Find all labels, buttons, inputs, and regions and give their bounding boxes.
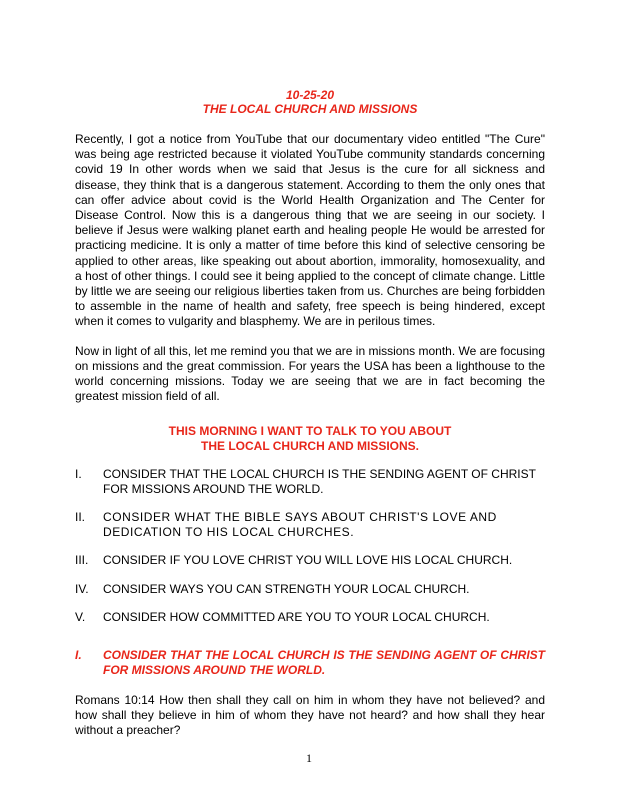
outline-item-number: V. (75, 610, 86, 625)
scripture-verse: Romans 10:14 How then shall they call on him in whom they have not believed? and how shall they believe in him of whom they have not heard? and how shall they hear without a preacher? (75, 692, 545, 738)
outline-item (75, 553, 545, 568)
outline-item (75, 610, 545, 625)
outline-item (75, 467, 545, 496)
document-page (75, 88, 545, 739)
section-title: CONSIDER THAT THE LOCAL CHURCH IS THE SENDING AGENT OF CHRIST FOR MISSIONS AROUND THE WORLD. (103, 647, 545, 677)
page-number: 1 (306, 751, 312, 765)
outline-heading (75, 424, 545, 453)
outline-heading-line1: THIS MORNING I WANT TO TALK TO YOU ABOUT (168, 424, 452, 439)
outline-item-number: I. (75, 467, 82, 482)
section-number: I. (75, 647, 82, 662)
sermon-title: THE LOCAL CHURCH AND MISSIONS (202, 102, 418, 116)
missions-paragraph: Now in light of all this, let me remind you that we are in missions month. We are focusing on missions and the great commission. For years the USA has been a lighthouse to the world concerning missions. Today we are seeing that we are in fact becoming the greatest mission field of all. (75, 343, 545, 404)
outline-item-text: CONSIDER THAT THE LOCAL CHURCH IS THE SENDING AGENT OF CHRIST FOR MISSIONS AROUND THE WORLD. (103, 467, 536, 496)
sermon-date: 10-25-20 (285, 88, 335, 102)
outline-item-number: III. (75, 553, 89, 568)
outline-item-text: CONSIDER WAYS YOU CAN STRENGTH YOUR LOCAL CHURCH. (103, 581, 470, 596)
outline-item-number: II. (75, 510, 86, 525)
outline-item-number: IV. (75, 581, 89, 596)
outline-item-text: CONSIDER IF YOU LOVE CHRIST YOU WILL LOVE HIS LOCAL CHURCH. (103, 553, 513, 568)
outline-item (75, 582, 545, 597)
section-heading (75, 648, 545, 678)
outline-list (75, 467, 545, 625)
outline-item (75, 510, 545, 539)
outline-item-text: CONSIDER HOW COMMITTED ARE YOU TO YOUR LOCAL CHURCH. (103, 610, 490, 625)
outline-item-text: CONSIDER WHAT THE BIBLE SAYS ABOUT CHRIST'S LOVE AND DEDICATION TO HIS LOCAL CHURCHES. (103, 510, 497, 539)
outline-heading-line2: THE LOCAL CHURCH AND MISSIONS. (200, 438, 419, 453)
intro-paragraph: Recently, I got a notice from YouTube that our documentary video entitled "The Cure" was being age restricted because it violated YouTube community standards concerning covid 19 In other words when we said that Jesus is the cure for all sickness and disease, they think that is a dangerous statement. According to them the only ones that can offer advice about covid is the World Health Organization and The Center for Disease Control. Now this is a dangerous thing that we are seeing in our society. I believe if Jesus were walking planet earth and healing people He would be arrested for practicing medicine. It is only a matter of time before this kind of selective censoring be applied to other areas, like speaking out about abortion, immorality, homosexuality, and a host of other things. I could see it being applied to the concept of climate change. Little by little we are seeing our religious liberties taken from us. Churches are being forbidden to assemble in the name of health and safety, free speech is being hindered, except when it comes to vulgarity and blasphemy. We are in perilous times. (75, 132, 545, 329)
